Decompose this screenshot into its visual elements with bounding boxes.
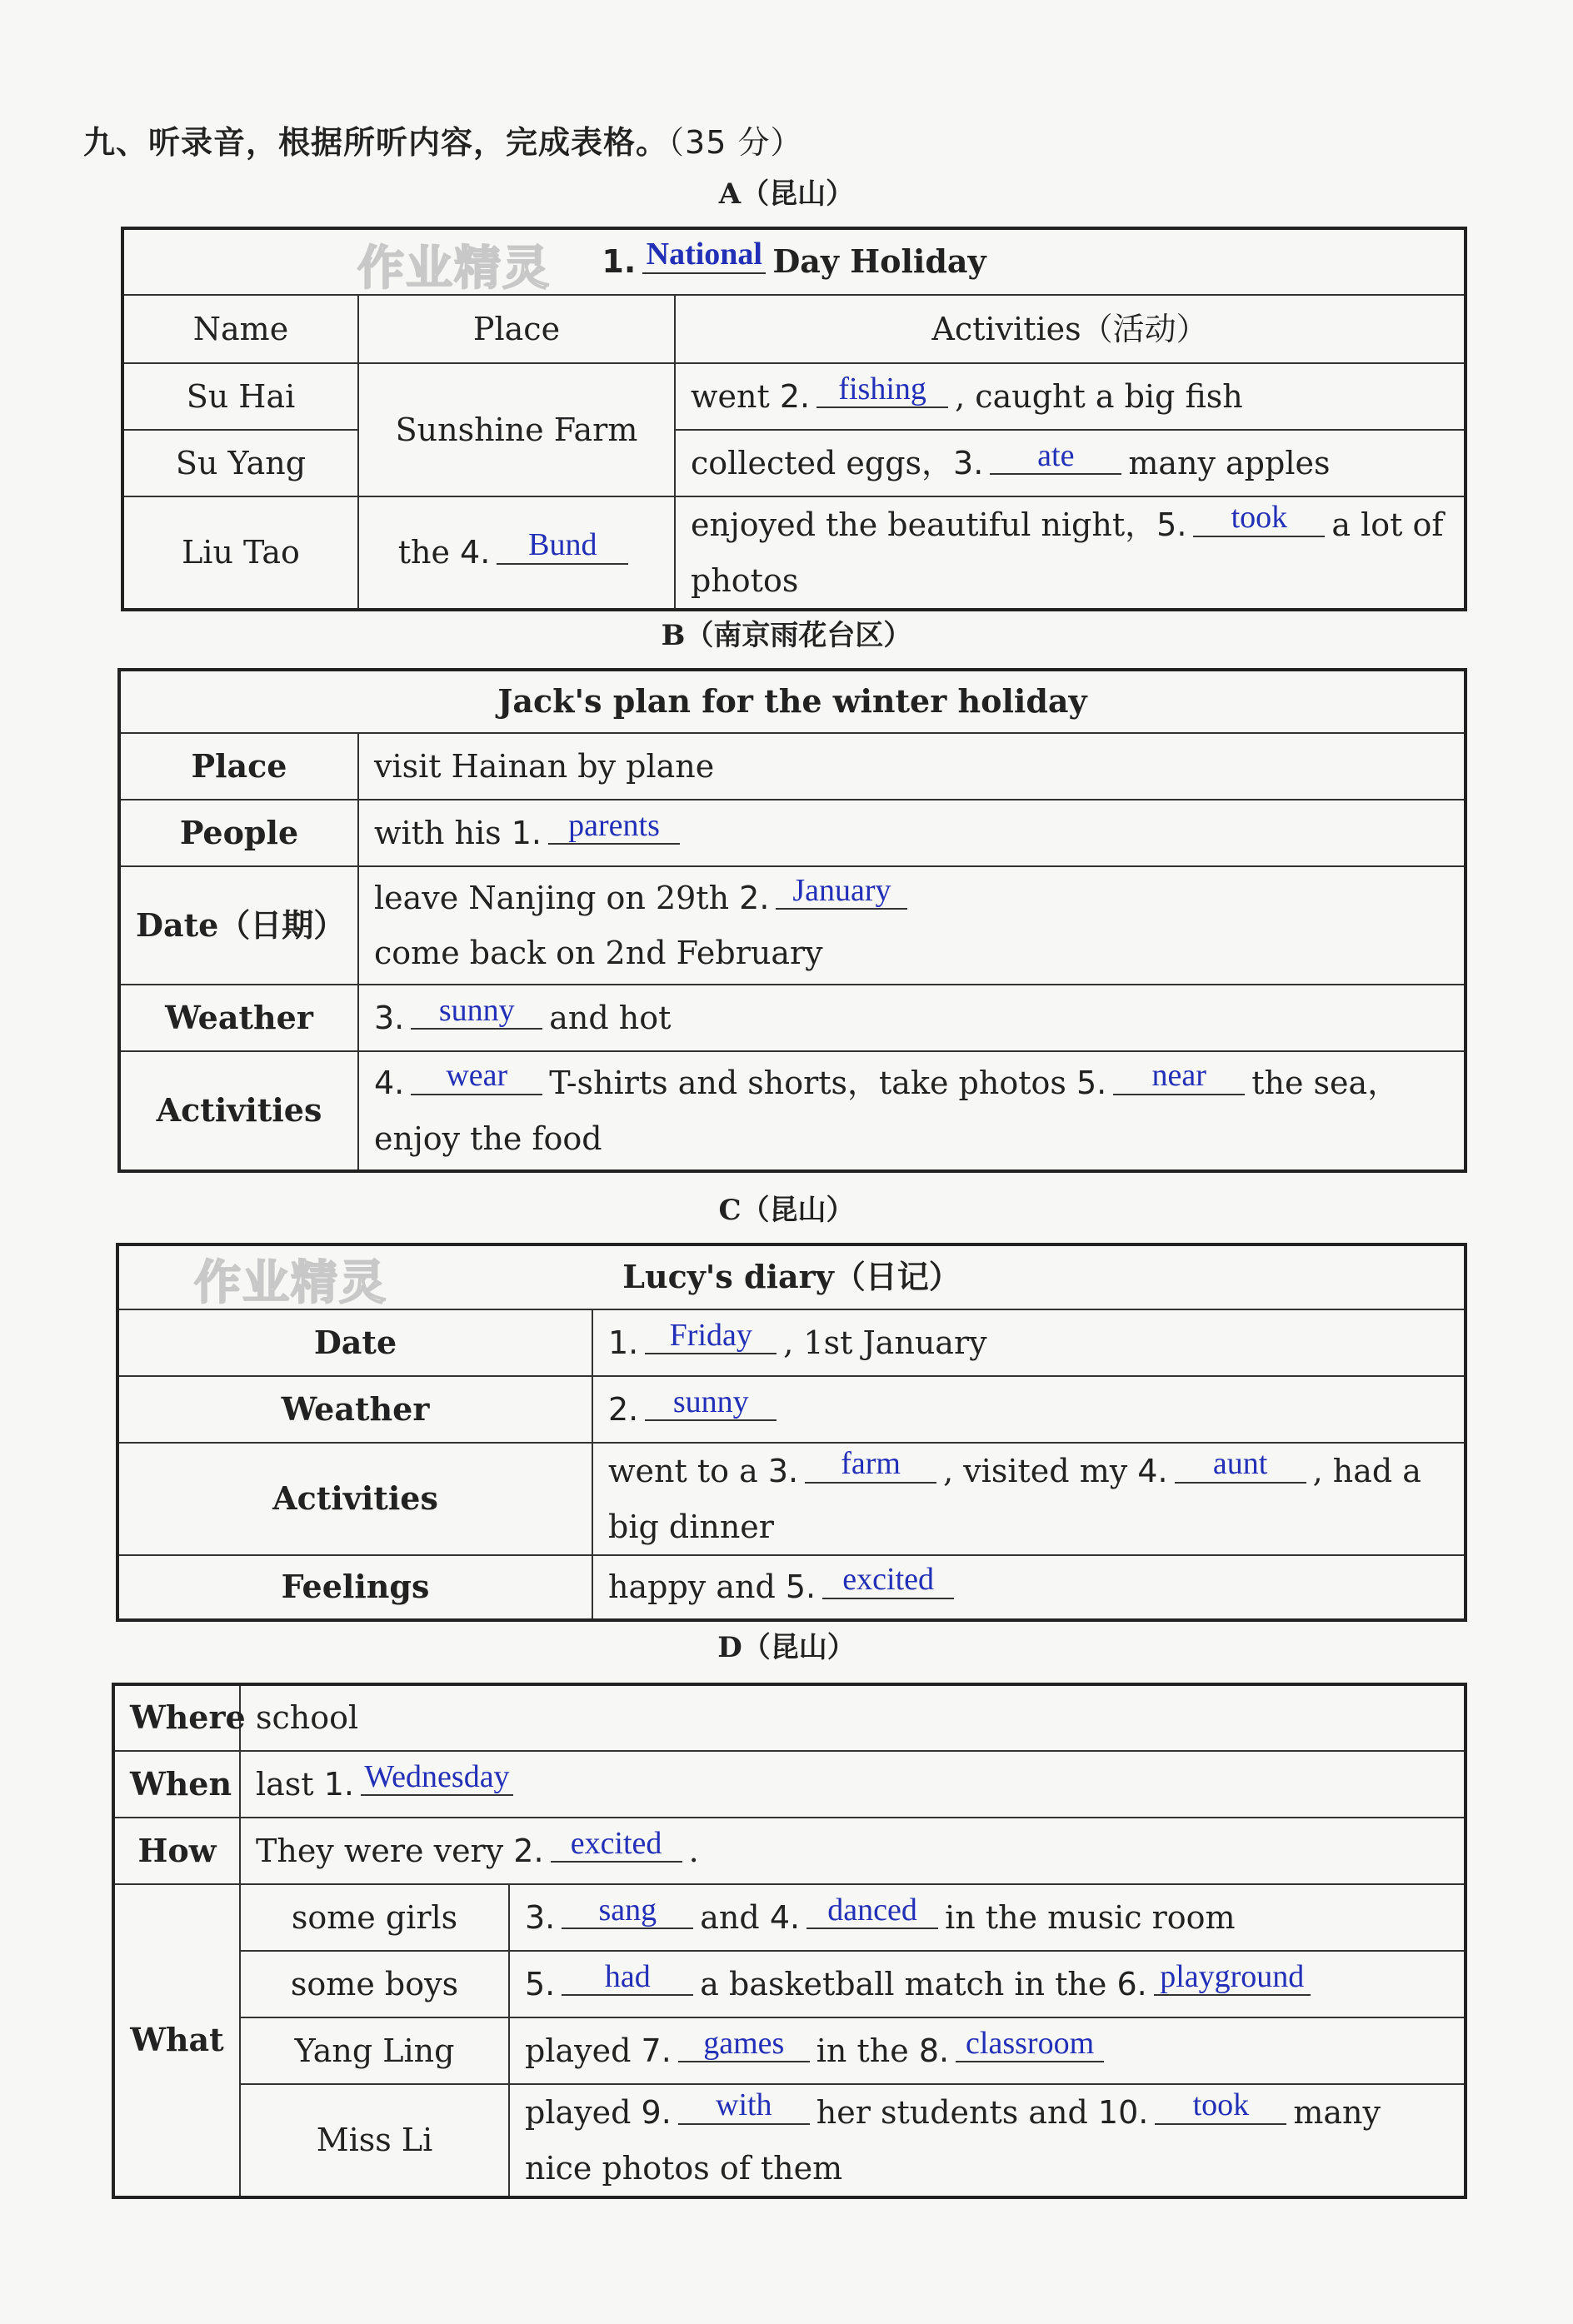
cell-place xyxy=(358,496,675,610)
answer-blank[interactable]: fishing xyxy=(816,372,948,409)
row-label: Activities xyxy=(119,1051,358,1171)
section-b-label: B（南京雨花台区） xyxy=(661,619,912,652)
row-label: Weather xyxy=(119,985,358,1051)
answer-blank[interactable]: Wednesday xyxy=(361,1760,513,1797)
section-a-label: A（昆山） xyxy=(718,177,855,211)
text: many nice photos of them xyxy=(525,2094,1381,2187)
text: went xyxy=(691,377,770,415)
answer-blank[interactable]: parents xyxy=(548,809,680,845)
question-number: 7. xyxy=(641,2032,672,2069)
table-b xyxy=(117,668,1467,1173)
section-c-label: C（昆山） xyxy=(718,1194,855,1227)
answer-blank[interactable]: excited xyxy=(551,1827,682,1863)
cell-activity xyxy=(675,496,1466,610)
table-a-title xyxy=(122,228,1466,295)
text: with his xyxy=(374,814,502,851)
answer-blank[interactable]: aunt xyxy=(1175,1447,1306,1484)
text: , caught a big fish xyxy=(955,377,1243,415)
title-text: Day Holiday xyxy=(772,242,986,281)
text: last xyxy=(256,1765,314,1803)
question-number: 3. xyxy=(767,1453,799,1489)
text: many apples xyxy=(1128,444,1331,481)
question-number: 5. xyxy=(1156,506,1187,543)
question-number: 2. xyxy=(608,1390,639,1428)
row-value: school xyxy=(240,1684,1466,1751)
table-c-title xyxy=(117,1244,1466,1309)
question-number: 3. xyxy=(525,1898,556,1936)
text: a basketball match in the xyxy=(700,1965,1107,2002)
row-value xyxy=(592,1555,1466,1620)
header-place: Place xyxy=(358,295,675,363)
text: played xyxy=(525,2032,632,2069)
row-value xyxy=(240,1751,1466,1818)
question-number: 10. xyxy=(1097,2094,1149,2131)
text: leave Nanjing on 29th xyxy=(374,879,730,916)
row-label: What xyxy=(113,1884,240,2197)
text: and hot xyxy=(549,999,672,1036)
text: in the music room xyxy=(945,1898,1236,1936)
question-number: 2. xyxy=(513,1832,544,1869)
cell-place: Sunshine Farm xyxy=(358,363,675,496)
cell-activity xyxy=(509,1884,1466,1951)
question-number: 6. xyxy=(1116,1965,1147,2002)
points-text: （35 分） xyxy=(668,124,803,161)
question-number: 8. xyxy=(918,2032,950,2069)
row-value xyxy=(592,1376,1466,1443)
question-number: 1. xyxy=(323,1765,354,1803)
question-number: 4. xyxy=(460,534,491,571)
row-value xyxy=(358,866,1466,985)
row-label: How xyxy=(113,1818,240,1884)
title-text: Lucy's diary（日记） xyxy=(622,1258,961,1296)
text: happy and xyxy=(608,1568,776,1606)
text: and xyxy=(700,1898,760,1936)
row-label: Place xyxy=(119,733,358,800)
heading-text: 九、听录音，根据所听内容，完成表格。 xyxy=(83,124,669,161)
cell-name: Su Yang xyxy=(122,430,358,496)
table-c xyxy=(116,1243,1467,1622)
question-number: 4. xyxy=(374,1065,405,1101)
watermark: 作业精灵 xyxy=(357,242,551,296)
cell-who: some boys xyxy=(240,1951,509,2017)
question-number: 1. xyxy=(602,243,637,281)
text: in the xyxy=(816,2032,909,2069)
text: enjoyed the beautiful night， xyxy=(691,506,1157,543)
answer-blank[interactable]: had xyxy=(562,1960,693,1997)
text: went to a xyxy=(608,1453,758,1489)
answer-blank[interactable]: Friday xyxy=(645,1319,777,1355)
row-label: Date（日期） xyxy=(119,866,358,985)
text: , visited my xyxy=(943,1453,1128,1489)
row-value xyxy=(358,800,1466,866)
question-number: 5. xyxy=(785,1568,816,1606)
answer-blank[interactable]: sunny xyxy=(411,994,542,1030)
question-number: 2. xyxy=(739,879,770,916)
header-activities: Activities（活动） xyxy=(675,295,1466,363)
answer-blank[interactable]: farm xyxy=(805,1447,936,1484)
question-number: 3. xyxy=(374,999,405,1036)
section-d-label: D（昆山） xyxy=(717,1631,856,1664)
answer-blank[interactable]: with xyxy=(678,2088,810,2125)
answer-blank[interactable]: took xyxy=(1193,501,1325,537)
watermark: 作业精灵 xyxy=(194,1256,387,1310)
row-label: Date xyxy=(117,1309,592,1376)
cell-activity xyxy=(675,363,1466,430)
row-label: When xyxy=(113,1751,240,1818)
text: . xyxy=(688,1832,699,1869)
cell-who: Yang Ling xyxy=(240,2017,509,2084)
row-value xyxy=(240,1818,1466,1884)
row-value: visit Hainan by plane xyxy=(358,733,1466,800)
answer-blank[interactable]: excited xyxy=(822,1563,954,1599)
cell-activity xyxy=(675,430,1466,496)
answer-blank[interactable]: National xyxy=(642,237,766,274)
text: played xyxy=(525,2094,632,2131)
text: the sea，enjoy the food xyxy=(374,1065,1400,1157)
answer-blank[interactable]: games xyxy=(678,2027,810,2063)
text: They were very xyxy=(256,1832,504,1869)
answer-blank[interactable]: Bund xyxy=(497,528,628,565)
table-d xyxy=(112,1683,1467,2199)
row-label: Where xyxy=(113,1684,240,1751)
answer-blank[interactable]: near xyxy=(1113,1059,1245,1095)
question-number: 4. xyxy=(1137,1453,1168,1489)
question-number: 9. xyxy=(641,2094,672,2131)
row-label: Weather xyxy=(117,1376,592,1443)
answer-blank[interactable]: wear xyxy=(411,1059,542,1095)
question-number: 1. xyxy=(608,1324,639,1361)
cell-name: Liu Tao xyxy=(122,496,358,610)
answer-blank[interactable]: sunny xyxy=(645,1385,777,1422)
answer-blank[interactable]: danced xyxy=(806,1893,938,1930)
text: , had a big dinner xyxy=(608,1453,1421,1545)
text: , 1st January xyxy=(783,1324,987,1361)
row-label: Feelings xyxy=(117,1555,592,1620)
text: collected eggs， xyxy=(691,444,954,481)
question-number: 3. xyxy=(953,444,984,481)
row-label: People xyxy=(119,800,358,866)
question-heading xyxy=(83,117,802,162)
question-number: 5. xyxy=(1076,1065,1107,1101)
cell-who: Miss Li xyxy=(240,2084,509,2197)
cell-activity xyxy=(509,1951,1466,2017)
question-number: 1. xyxy=(511,814,542,851)
answer-blank[interactable]: playground xyxy=(1154,1960,1311,1997)
row-value xyxy=(592,1443,1466,1555)
answer-blank[interactable]: ate xyxy=(990,439,1121,476)
text: T-shirts and shorts，take photos xyxy=(549,1065,1066,1101)
text: her students and xyxy=(816,2094,1088,2131)
table-a xyxy=(121,227,1467,611)
row-value xyxy=(592,1309,1466,1376)
cell-activity xyxy=(509,2017,1466,2084)
answer-blank[interactable]: took xyxy=(1155,2088,1286,2125)
header-name: Name xyxy=(122,295,358,363)
cell-name: Su Hai xyxy=(122,363,358,430)
row-value xyxy=(358,1051,1466,1171)
question-number: 2. xyxy=(779,377,811,415)
question-number: 4. xyxy=(769,1898,801,1936)
answer-blank[interactable]: sang xyxy=(562,1893,693,1930)
table-b-title: Jack's plan for the winter holiday xyxy=(119,670,1466,733)
cell-activity xyxy=(509,2084,1466,2197)
text: the xyxy=(397,534,450,571)
answer-blank[interactable]: classroom xyxy=(956,2027,1104,2063)
cell-who: some girls xyxy=(240,1884,509,1951)
text: come back on 2nd February xyxy=(374,935,823,971)
row-label: Activities xyxy=(117,1443,592,1555)
row-value xyxy=(358,985,1466,1051)
question-number: 5. xyxy=(525,1965,556,2002)
answer-blank[interactable]: January xyxy=(776,874,907,910)
text: a lot of photos xyxy=(691,506,1444,599)
